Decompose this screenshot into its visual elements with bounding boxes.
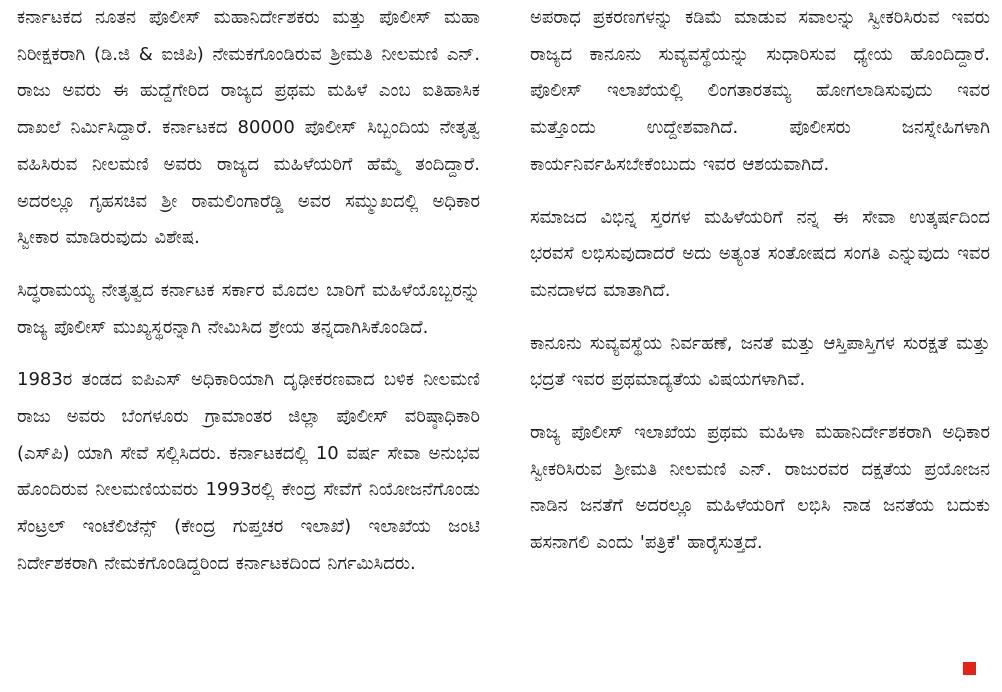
article-paragraph: ಸಮಾಜದ ವಿಭಿನ್ನ ಸ್ತರಗಳ ಮಹಿಳೆಯರಿಗೆ ನನ್ನ ಈ ಸೇವಾ ಉತ್ಕರ್ಷದಿಂದ ಭರವಸೆ ಲಭಿಸುವುದಾದರೆ ಅದು ಅತ್ಯಂತ ಸಂತೋಷದ ಸಂಗತಿ ಎನ್ನುವುದು ಇವರ ಮನದಾಳದ ಮಾತಾಗಿದೆ.	[530, 206, 990, 301]
article-left-column	[17, 0, 480, 599]
article-paragraph: ಸಿದ್ಧರಾಮಯ್ಯ ನೇತೃತ್ವದ ಕರ್ನಾಟಕ ಸರ್ಕಾರ ಮೊದಲ ಬಾರಿಗೆ ಮಹಿಳೆಯೊಬ್ಬರನ್ನು ರಾಜ್ಯ ಪೊಲೀಸ್ ಮುಖ್ಯಸ್ಥರನ್ನಾಗಿ ನೇಮಿಸಿದ ಶ್ರೇಯ ತನ್ನದಾಗಿಸಿಕೊಂಡಿದೆ.	[17, 279, 480, 338]
article-paragraph: ಅಪರಾಧ ಪ್ರಕರಣಗಳನ್ನು ಕಡಿಮೆ ಮಾಡುವ ಸವಾಲನ್ನು ಸ್ವೀಕರಿಸಿರುವ ಇವರು ರಾಜ್ಯದ ಕಾನೂನು ಸುವ್ಯವಸ್ಥೆಯನ್ನು ಸುಧಾರಿಸುವ ಧ್ಯೇಯ ಹೊಂದಿದ್ದಾರೆ. ಪೊಲೀಸ್ ಇಲಾಖೆಯಲ್ಲಿ ಲಿಂಗತಾರತಮ್ಯ ಹೋಗಲಾಡಿಸುವುದು ಇವರ ಮತ್ತೊಂದು ಉದ್ದೇಶವಾಗಿದೆ. ಪೊಲೀಸರು ಜನಸ್ನೇಹಿಗಳಾಗಿ ಕಾರ್ಯನಿರ್ವಹಿಸಬೇಕೆಂಬುದು ಇವರ ಆಶಯವಾಗಿದೆ.	[530, 7, 990, 175]
article-paragraph: ಕಾನೂನು ಸುವ್ಯವಸ್ಥೆಯ ನಿರ್ವಹಣೆ, ಜನತೆ ಮತ್ತು ಆಸ್ತಿಪಾಸ್ತಿಗಳ ಸುರಕ್ಷತೆ ಮತ್ತು ಭದ್ರತೆ ಇವರ ಪ್ರಥಮಾದ್ಯತೆಯ ವಿಷಯಗಳಾಗಿವೆ.	[530, 332, 990, 391]
article-end-mark	[963, 662, 976, 675]
article-paragraph: 1983ರ ತಂಡದ ಐಪಿಎಸ್ ಅಧಿಕಾರಿಯಾಗಿ ದೃಢೀಕರಣವಾದ ಬಳಿಕ ನೀಲಮಣಿ ರಾಜು ಅವರು ಬೆಂಗಳೂರು ಗ್ರಾಮಾಂತರ ಜಿಲ್ಲಾ ಪೊಲೀಸ್ ವರಿಷ್ಠಾಧಿಕಾರಿ (ಎಸ್‌ಪಿ) ಯಾಗಿ ಸೇವೆ ಸಲ್ಲಿಸಿದರು. ಕರ್ನಾಟಕದಲ್ಲಿ 10 ವರ್ಷ ಸೇವಾ ಅನುಭವ ಹೊಂದಿರುವ ನೀಲಮಣಿಯವರು 1993ರಲ್ಲಿ ಕೇಂದ್ರ ಸೇವೆಗೆ ನಿಯೋಜನೆಗೊಂಡು ಸೆಂಟ್ರಲ್ ಇಂಟೆಲಿಜೆನ್ಸ್ (ಕೇಂದ್ರ ಗುಪ್ತಚರ ಇಲಾಖೆ) ಇಲಾಖೆಯ ಜಂಟಿ ನಿರ್ದೇಶಕರಾಗಿ ನೇಮಕಗೊಂಡಿದ್ದರಿಂದ ಕರ್ನಾಟಕದಿಂದ ನಿರ್ಗಮಿಸಿದರು.	[17, 369, 480, 574]
article-right-column	[530, 0, 990, 578]
article-paragraph: ರಾಜ್ಯ ಪೊಲೀಸ್ ಇಲಾಖೆಯ ಪ್ರಥಮ ಮಹಿಳಾ ಮಹಾನಿರ್ದೇಶಕರಾಗಿ ಅಧಿಕಾರ ಸ್ವೀಕರಿಸಿರುವ ಶ್ರೀಮತಿ ನೀಲಮಣಿ ಎನ್. ರಾಜುರವರ ದಕ್ಷತೆಯ ಪ್ರಯೋಜನ ನಾಡಿನ ಜನತೆಗೆ ಅದರಲ್ಲೂ ಮಹಿಳೆಯರಿಗೆ ಲಭಿಸಿ ನಾಡ ಜನತೆಯ ಬದುಕು ಹಸನಾಗಲಿ ಎಂದು 'ಪತ್ರಿಕೆ' ಹಾರೈಸುತ್ತದೆ.	[530, 422, 990, 554]
article-paragraph: ಕರ್ನಾಟಕದ ನೂತನ ಪೊಲೀಸ್ ಮಹಾನಿರ್ದೇಶಕರು ಮತ್ತು ಪೊಲೀಸ್ ಮಹಾ ನಿರೀಕ್ಷಕರಾಗಿ (ಡಿ.ಜಿ & ಐಜಿಪಿ) ನೇಮಕಗೊಂಡಿರುವ ಶ್ರೀಮತಿ ನೀಲಮಣಿ ಎನ್. ರಾಜು ಅವರು ಈ ಹುದ್ದೆಗೇರಿದ ರಾಜ್ಯದ ಪ್ರಥಮ ಮಹಿಳೆ ಎಂಬ ಐತಿಹಾಸಿಕ ದಾಖಲೆ ನಿರ್ಮಿಸಿದ್ದಾರೆ. ಕರ್ನಾಟಕದ 80000 ಪೊಲೀಸ್ ಸಿಬ್ಬಂದಿಯ ನೇತೃತ್ವ ವಹಿಸಿರುವ ನೀಲಮಣಿ ಅವರು ರಾಜ್ಯದ ಮಹಿಳೆಯರಿಗೆ ಹೆಮ್ಮೆ ತಂದಿದ್ದಾರೆ. ಅದರಲ್ಲೂ ಗೃಹಸಚಿವ ಶ್ರೀ ರಾಮಲಿಂಗಾರೆಡ್ಡಿ ಅವರ ಸಮ್ಮುಖದಲ್ಲಿ ಅಧಿಕಾರ ಸ್ವೀಕಾರ ಮಾಡಿರುವುದು ವಿಶೇಷ.	[17, 7, 480, 249]
